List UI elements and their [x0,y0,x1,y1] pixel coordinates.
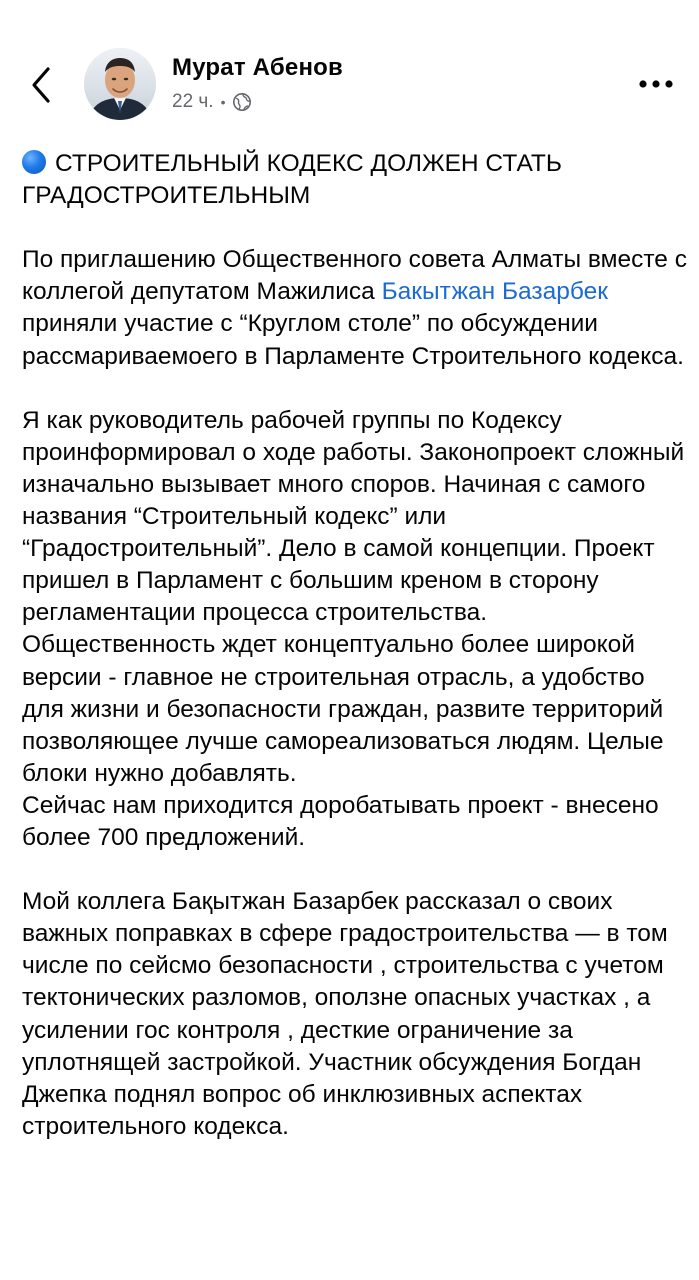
globe-icon [232,92,252,112]
post-time[interactable]: 22 ч. [172,91,214,112]
back-button[interactable] [26,60,60,110]
paragraph-1-text-start: По приглашению Общественного совета Алматы вместе с коллегой депутатом Мажилиса [22,246,687,306]
avatar[interactable] [84,48,156,120]
paragraph-1-text-end: приняли участие с “Круглом столе” по обсуждении рассмариваемоего в Парламенте Строительного кодекса. [22,310,684,370]
profile-mention-link[interactable]: Бакытжан Базарбек [381,278,608,306]
avatar-image [84,48,156,120]
chevron-left-icon [34,69,48,101]
post-body [22,148,687,1143]
blue-circle-icon [22,150,46,174]
post-title-text: СТРОИТЕЛЬНЫЙ КОДЕКС ДОЛЖЕН СТАТЬ ГРАДОСТРОИТЕЛЬНЫМ [22,150,562,210]
paragraph-gap [22,212,687,244]
more-options-button[interactable] [636,72,676,96]
post-meta [172,91,252,113]
paragraph-3: Сейчас нам приходится доробатывать проект - внесено более 700 предложений. [22,791,659,851]
paragraph-2: Я как руководитель рабочей группы по Кодексу проинформировал о ходе работы. Законопроект сложный изначально вызывает много споров. Начиная с самого названия “Строительный кодекс” или “Градостроительный”. Дело в самой концепции. Проект пришел в Парламент с большим креном в сторону регламентации процесса строительства. Общественность ждет концептуально более широкой версии - главное не строительная отрасль, а удобство для жизни и безопасности граждан, развите территорий позволяющее лучше самореализоваться людям. Целые блоки нужно добавлять. [22,406,685,787]
post-header [0,0,699,130]
post-title [22,148,687,212]
paragraph-4: Мой коллега Бақытжан Базарбек рассказал о своих важных поправках в сфере градостроительства — в том числе по сейсмо безопасности , строительства с учетом тектонических разломов, оползне опасных участках , а усилении гос контроля , десткие ограничение за уплотнящей застройкой. Участник обсуждения Богдан Джепка поднял вопрос об инклюзивных аспектах строительного кодекса. [22,888,668,1140]
more-horizontal-icon [639,80,672,87]
meta-separator: • [220,94,226,110]
author-name[interactable]: Мурат Абенов [172,54,343,81]
paragraph-gap [22,373,687,405]
paragraph-1 [22,244,687,372]
paragraph-gap [22,854,687,886]
